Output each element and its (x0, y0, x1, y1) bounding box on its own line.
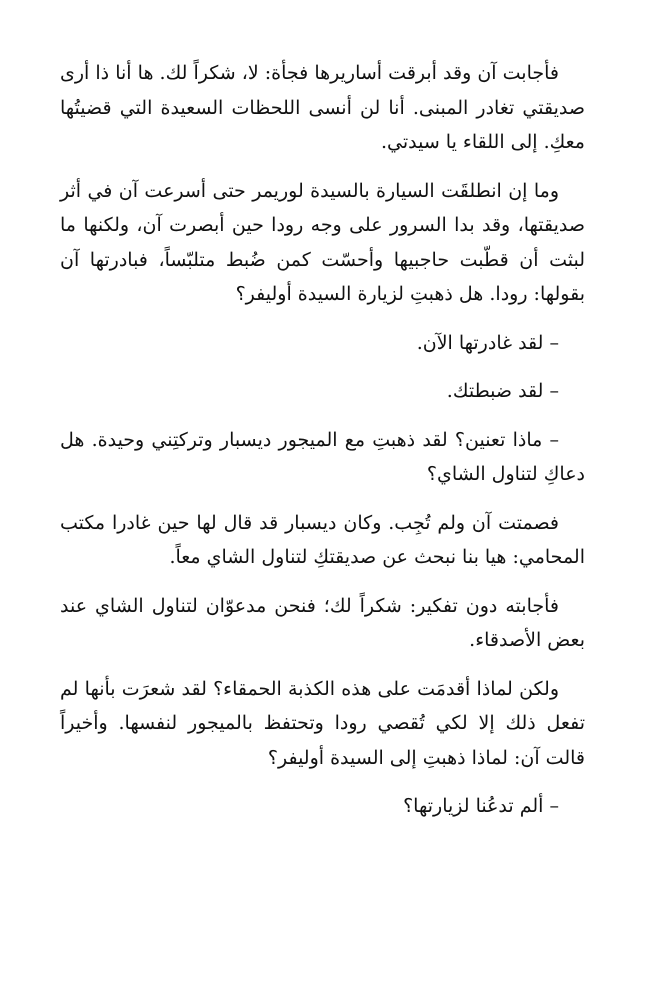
paragraph-3: فصمتت آن ولم تُجِب. وكان ديسبار قد قال لها حين غادرا مكتب المحامي: هيا بنا نبحث عن صديقتكِ لتناول الشاي معاً. (60, 511, 585, 568)
dialogue-line-1: – لقد غادرتها الآن. (416, 331, 559, 354)
paragraph-5: ولكن لماذا أقدمَت على هذه الكذبة الحمقاء؟ لقد شعرَت بأنها لم تفعل ذلك إلا لكي تُقصي رودا وتحتفظ بالميجور لنفسها. وأخيراً قالت آن: لماذا ذهبتِ إلى السيدة أوليفر؟ (60, 677, 585, 769)
paragraph-2: وما إن انطلقَت السيارة بالسيدة لوريمر حتى أسرعت آن في أثر صديقتها، وقد بدا السرور على وجه رودا حين أبصرت آن، ولكنها ما لبثت أن قطّبت حاجبيها وأحسّت كمن ضُبط متلبّساً، فبادرتها آن بقولها: رودا. هل ذهبتِ لزيارة السيدة أوليفر؟ (60, 179, 585, 305)
dialogue-line-2: – لقد ضبطتك. (446, 380, 559, 402)
paragraph-4: فأجابته دون تفكير: شكراً لك؛ فنحن مدعوّان لتناول الشاي عند بعض الأصدقاء. (60, 594, 585, 651)
dialogue-line-3: – ماذا تعنين؟ لقد ذهبتِ مع الميجور ديسبار وتركتِني وحيدة. هل دعاكِ لتناول الشاي؟ (60, 428, 585, 485)
book-page (60, 56, 585, 838)
dialogue-line-4: – ألم تدعُنا لزيارتها؟ (403, 795, 559, 817)
paragraph-1: فأجابت آن وقد أبرقت أساريرها فجأة: لا، شكراً لك. ها أنا ذا أرى صديقتي تغادر المبنى. أنا لن أنسى اللحظات السعيدة التي قضيتُها معكِ. إلى اللقاء يا سيدتي. (60, 62, 585, 153)
